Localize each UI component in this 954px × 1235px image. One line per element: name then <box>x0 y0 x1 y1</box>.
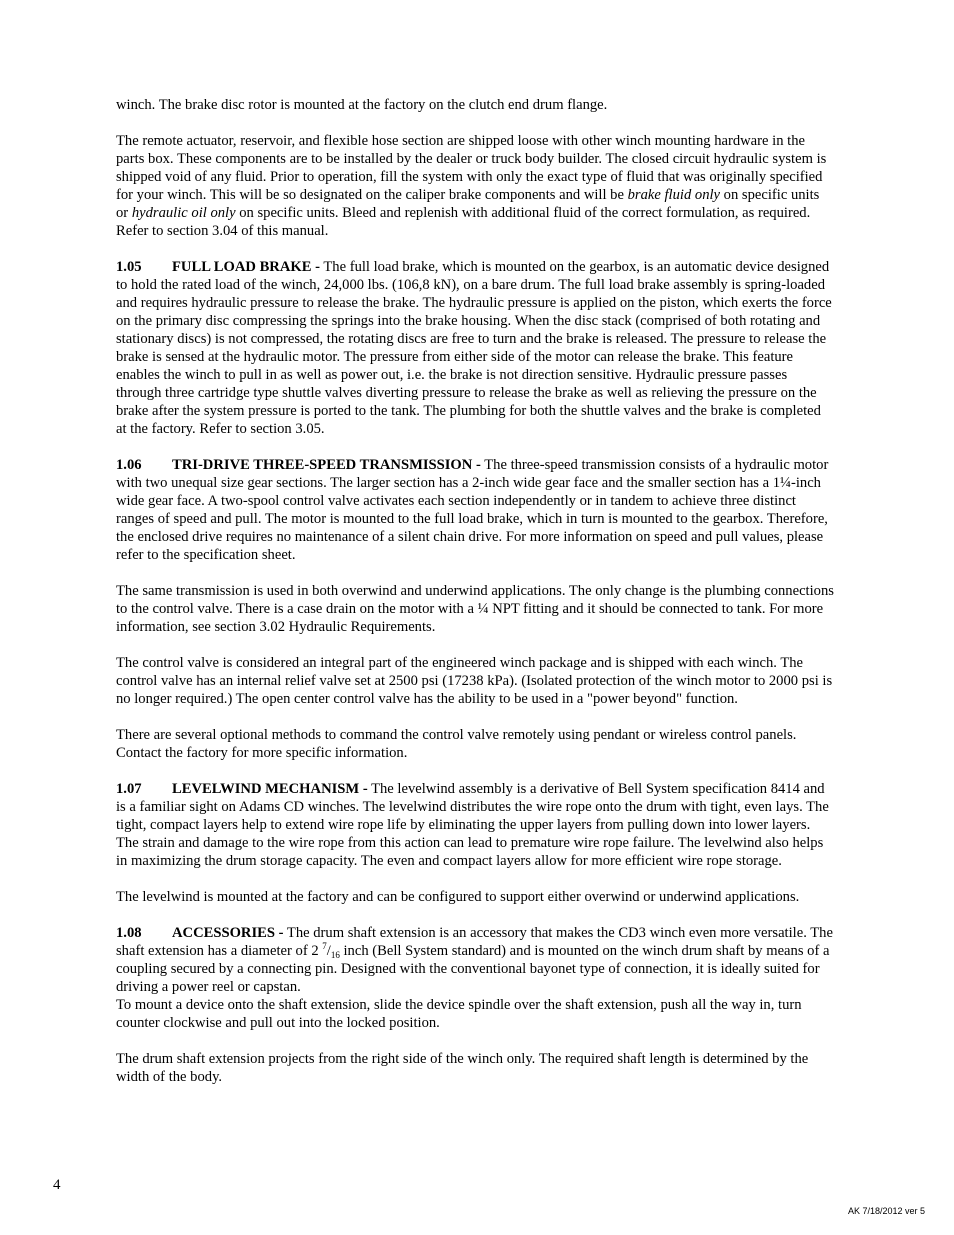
section-number: 1.07 <box>116 781 142 797</box>
paragraph-mount-device: To mount a device onto the shaft extension, slide the device spindle over the shaft extension, push all the way in, turn counter clockwise and pull out into the locked position. <box>116 997 802 1031</box>
section-number: 1.08 <box>116 925 142 941</box>
section-1-05 <box>116 258 834 438</box>
section-number: 1.05 <box>116 259 142 275</box>
section-body: The levelwind assembly is a derivative of Bell System specification 8414 and is a familiar sight on Adams CD winches. The levelwind distributes the wire rope onto the drum with tight, even lays. The tight, compact layers help to extend wire rope life by eliminating the upper layers from pulling down into lower layers. The strain and damage to the wire rope from this action can lead to premature wire rope failure. The levelwind also helps in maximizing the drum storage capacity. The even and compact layers allow for more efficient wire rope storage. <box>116 781 829 869</box>
fraction-slash: / <box>326 943 331 959</box>
section-body: The drum shaft extension is an accessory that makes the CD3 winch even more versatile. The shaft extension has a diameter of 2 <box>116 925 833 959</box>
section-title: FULL LOAD BRAKE - <box>172 259 320 275</box>
paragraph-brake-disc: winch. The brake disc rotor is mounted at the factory on the clutch end drum flange. <box>116 97 608 113</box>
paragraph-levelwind-mounting: The levelwind is mounted at the factory and can be configured to support either overwind or underwind applications. <box>116 889 800 905</box>
section-1-08 <box>116 924 834 996</box>
emphasis-hydraulic-oil: hydraulic oil only <box>131 205 236 221</box>
paragraph-shaft-projection: The drum shaft extension projects from the right side of the winch only. The required shaft length is determined by the width of the body. <box>116 1051 809 1085</box>
section-1-06 <box>116 456 834 564</box>
section-1-07 <box>116 780 834 870</box>
section-title: LEVELWIND MECHANISM - <box>172 781 368 797</box>
text-run: on specific units. Bleed and replenish with additional fluid of the correct formulation, as required. Refer to section 3.04 of this manual. <box>116 205 811 239</box>
emphasis-brake-fluid: brake fluid only <box>627 187 721 203</box>
paragraph-remote-actuator <box>116 132 834 240</box>
fraction-numerator: 7 <box>322 941 327 951</box>
revision-footer: AK 7/18/2012 ver 5 <box>847 1206 925 1216</box>
text-run: on specific units or <box>116 187 820 221</box>
paragraph-control-valve: The control valve is considered an integral part of the engineered winch package and is shipped with each winch. The control valve has an internal relief valve set at 2500 psi (17238 kPa). (Isolated protection of the winch motor to 2000 psi is no longer required.) The open center control valve has the ability to be used in a "power beyond" function. <box>116 655 833 707</box>
section-body: The full load brake, which is mounted on the gearbox, is an automatic device designed to hold the rated load of the winch, 24,000 lbs. (106,8 kN), on a bare drum. The full load brake assembly is spring-loaded and requires hydraulic pressure to release the brake. The hydraulic pressure is applied on the piston, which exerts the force on the primary disc compressing the springs into the brake housing. When the disc stack (comprised of both rotating and stationary discs) is not compressed, the rotating discs are free to turn and the brake is released. The pressure to release the brake is sensed at the hydraulic motor. The pressure from either side of the motor can release the brake. This feature enables the winch to pull in as well as power out, i.e. the brake is not direction sensitive. Hydraulic pressure passes through three cartridge type shuttle valves diverting pressure to release the brake as well as relieving the pressure on the brake after the system pressure is ported to the tank. The plumbing for both the shuttle valves and the brake is completed at the factory. Refer to section 3.05. <box>116 259 832 437</box>
paragraph-same-transmission: The same transmission is used in both overwind and underwind applications. The only change is the plumbing connections to the control valve. There is a case drain on the motor with a ¼ NPT fitting and it should be connected to tank. For more information, see section 3.02 Hydraulic Requirements. <box>116 583 834 635</box>
fraction-denominator: 16 <box>330 950 340 960</box>
section-body: The three-speed transmission consists of a hydraulic motor with two unequal size gear sections. The larger section has a 2-inch wide gear face and the smaller section has a 1¼-inch wide gear face. A two-spool control valve activates each section independently or in tandem to achieve three distinct ranges of speed and pull. The motor is mounted to the full load brake, which in turn is mounted to the gearbox. Therefore, the enclosed drive requires no maintenance of a silent chain drive. For more information on speed and pull values, please refer to the specification sheet. <box>116 457 829 563</box>
section-number: 1.06 <box>116 457 142 473</box>
page-body <box>116 96 834 1104</box>
text-run: The remote actuator, reservoir, and flexible hose section are shipped loose with other winch mounting hardware in the parts box. These components are to be installed by the dealer or truck body builder. The closed circuit hydraulic system is shipped void of any fluid. Prior to operation, fill the system with only the exact type of fluid that was originally specified for your winch. This will be so designated on the caliper brake components and will be <box>116 133 827 203</box>
paragraph-optional-methods: There are several optional methods to command the control valve remotely using pendant or wireless control panels. Contact the factory for more specific information. <box>116 727 797 761</box>
section-body: inch (Bell System standard) and is mounted on the winch drum shaft by means of a coupling secured by a connecting pin. Designed with the conventional bayonet type of connection, it is ideally suited for driving a power reel or capstan. <box>116 943 830 995</box>
page-number: 4 <box>53 1177 61 1193</box>
section-title: TRI-DRIVE THREE-SPEED TRANSMISSION - <box>172 457 481 473</box>
section-title: ACCESSORIES - <box>172 925 284 941</box>
